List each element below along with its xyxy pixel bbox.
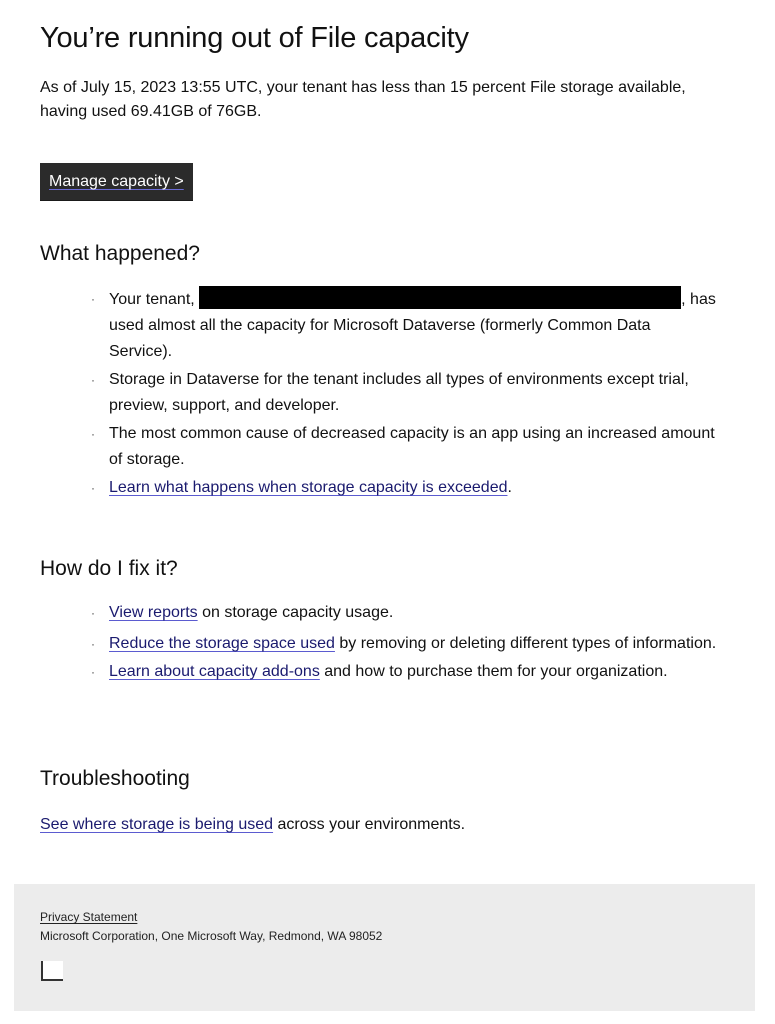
bullet-icon: · xyxy=(91,637,95,651)
list-item-text: The most common cause of decreased capacity is an app using an increased amount of storage. xyxy=(109,425,715,468)
company-address: Microsoft Corporation, One Microsoft Way, Redmond, WA 98052 xyxy=(40,929,383,943)
manage-capacity-label: Manage capacity > xyxy=(49,173,184,190)
redacted-tenant-name xyxy=(199,286,681,309)
list-item-suffix: on storage capacity usage. xyxy=(197,604,394,621)
reduce-storage-link[interactable]: Reduce the storage space used xyxy=(109,635,335,652)
footer xyxy=(14,884,755,1011)
tenant-suffix: , has used almost all the capacity for Microsoft Dataverse (formerly Common Data Service). xyxy=(109,291,716,360)
list-item xyxy=(88,421,718,473)
list-item-suffix: . xyxy=(507,479,512,496)
how-to-fix-heading: How do I fix it? xyxy=(40,557,178,580)
tenant-prefix: Your tenant, xyxy=(109,291,195,308)
bullet-icon: · xyxy=(91,481,95,495)
intro-paragraph: As of July 15, 2023 13:55 UTC, your tenant has less than 15 percent File storage available, having used 69.41GB of 76GB. xyxy=(40,79,686,120)
list-item xyxy=(88,286,718,365)
list-item-suffix: and how to purchase them for your organization. xyxy=(319,663,668,680)
logo-placeholder-icon xyxy=(41,961,63,981)
bullet-icon: · xyxy=(91,427,95,441)
bullet-icon: · xyxy=(91,373,95,387)
list-item xyxy=(88,367,718,419)
list-item xyxy=(88,631,718,657)
privacy-statement-link[interactable]: Privacy Statement xyxy=(40,910,138,924)
bullet-icon: · xyxy=(91,665,95,679)
what-happened-list xyxy=(88,286,718,503)
view-reports-link[interactable]: View reports xyxy=(109,604,198,621)
troubleshooting-text xyxy=(40,813,465,837)
how-to-fix-list xyxy=(88,600,718,687)
list-item xyxy=(88,659,718,685)
bullet-icon: · xyxy=(91,606,95,620)
list-item-text: Storage in Dataverse for the tenant includes all types of environments except trial, preview, support, and developer. xyxy=(109,371,689,414)
capacity-addons-link[interactable]: Learn about capacity add-ons xyxy=(109,663,320,680)
storage-usage-link[interactable]: See where storage is being used xyxy=(40,816,274,833)
list-item-suffix: by removing or deleting different types of information. xyxy=(334,635,717,652)
list-item xyxy=(88,600,718,626)
what-happened-heading: What happened? xyxy=(40,242,200,265)
bullet-icon: · xyxy=(91,292,95,306)
list-item xyxy=(88,475,718,501)
troubleshooting-suffix: across your environments. xyxy=(273,816,466,833)
troubleshooting-heading: Troubleshooting xyxy=(40,767,190,790)
page-title: You’re running out of File capacity xyxy=(40,22,469,54)
manage-capacity-button[interactable] xyxy=(40,163,193,201)
learn-storage-exceeded-link[interactable]: Learn what happens when storage capacity is exceeded xyxy=(109,479,508,496)
